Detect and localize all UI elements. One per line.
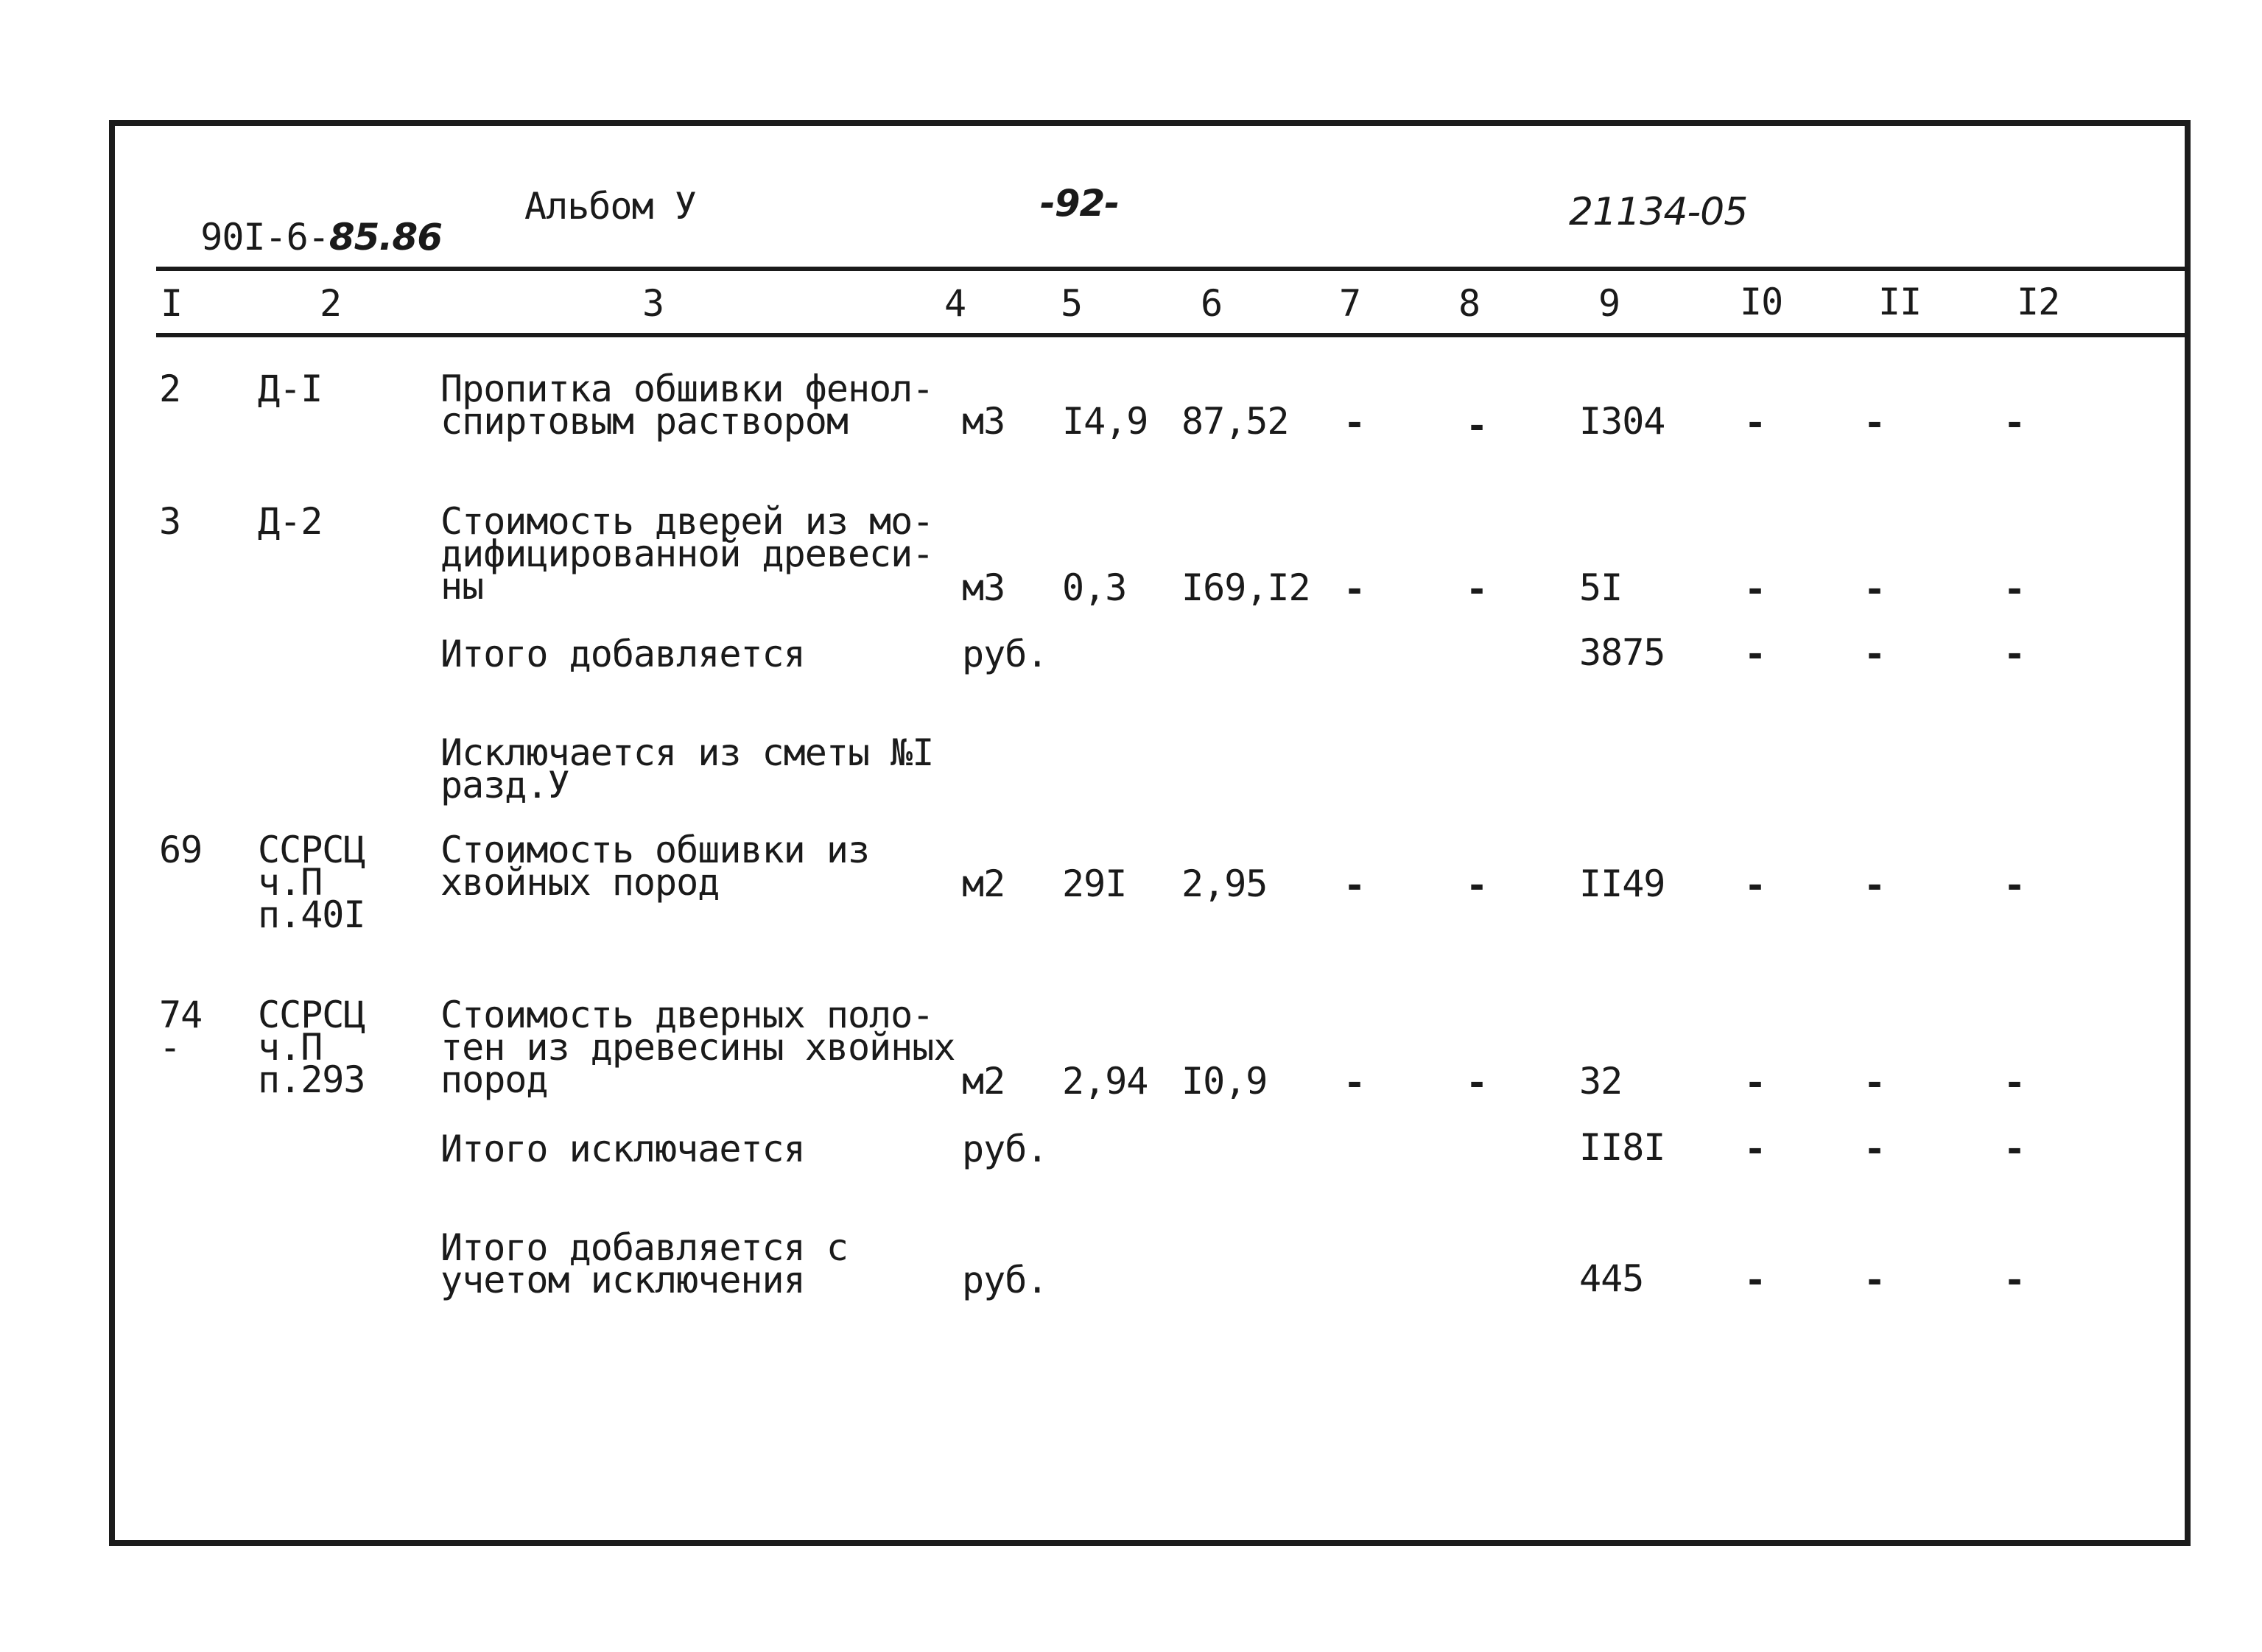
row-col9: 3875 (1579, 631, 1665, 674)
column-header: I (161, 282, 183, 325)
row-unit: руб. (962, 633, 1048, 675)
row-col12: - (2003, 633, 2026, 675)
row-col10: - (1744, 633, 1767, 675)
section-heading: Исключается из сметы №I разд.У (440, 731, 934, 806)
row-description: Стоимость дверных поло- тен из древесины хвойных пород (440, 994, 955, 1101)
row-description: Итого добавляется с учетом исключения (440, 1226, 848, 1301)
row-col12: - (2003, 864, 2026, 907)
column-header: 8 (1458, 282, 1481, 325)
column-header: 7 (1339, 282, 1361, 325)
document-code-handwritten: 85.86 (329, 216, 442, 259)
row-number: 74 - (159, 994, 203, 1069)
row-reference: Д-2 (258, 500, 323, 543)
row-description: Итого добавляется (440, 633, 805, 675)
row-col11: - (1864, 568, 1886, 611)
row-quantity: 0,3 (1062, 566, 1127, 609)
header-top-rule (156, 267, 2189, 271)
row-col9: II8I (1579, 1126, 1665, 1169)
row-col10: - (1744, 568, 1767, 611)
row-reference: ССРСЦ ч.П п.40I (258, 829, 365, 936)
column-header: 3 (642, 282, 664, 325)
row-col7: - (1343, 568, 1366, 611)
row-col11: - (1864, 401, 1886, 444)
row-col9: I304 (1579, 400, 1665, 443)
row-description: Пропитка обшивки фенол- спиртовым раствором (440, 368, 934, 443)
column-header: 9 (1598, 282, 1620, 325)
document-code-prefix: 90I-6- (200, 216, 329, 259)
column-header: I2 (2017, 281, 2060, 323)
row-col12: - (2003, 1061, 2026, 1104)
row-col10: - (1744, 1061, 1767, 1104)
row-col9: 445 (1579, 1257, 1644, 1300)
column-header: 5 (1061, 282, 1083, 325)
row-col12: - (2003, 1259, 2026, 1301)
row-unit: руб. (962, 1128, 1048, 1170)
row-col8: - (1466, 1061, 1489, 1104)
row-reference: ССРСЦ ч.П п.293 (258, 994, 365, 1101)
row-description: Итого исключается (440, 1128, 805, 1170)
row-col7: - (1343, 864, 1366, 907)
row-reference: Д-I (258, 368, 323, 410)
column-header: I0 (1740, 281, 1783, 323)
row-col11: - (1864, 1061, 1886, 1104)
column-header: 4 (944, 282, 966, 325)
row-price: 2,95 (1181, 862, 1268, 905)
row-col10: - (1744, 1128, 1767, 1170)
row-number: 69 (159, 829, 203, 871)
row-col12: - (2003, 401, 2026, 444)
row-col10: - (1744, 1259, 1767, 1301)
row-col12: - (2003, 1128, 2026, 1170)
row-col8: - (1466, 864, 1489, 907)
row-unit: м3 (962, 400, 1005, 443)
row-col8: - (1466, 568, 1489, 611)
row-col11: - (1864, 1128, 1886, 1170)
row-description: Стоимость дверей из мо- дифицированной древеси- ны (440, 500, 934, 608)
row-col9: II49 (1579, 862, 1665, 905)
row-col11: - (1864, 633, 1886, 675)
row-col11: - (1864, 864, 1886, 907)
album-label: Альбом У (524, 185, 696, 228)
row-number: 2 (159, 368, 181, 410)
row-quantity: I4,9 (1062, 400, 1148, 443)
row-unit: м2 (962, 862, 1005, 905)
row-unit: м2 (962, 1060, 1005, 1103)
document-code (158, 189, 442, 259)
page-number: -92- (1040, 182, 1120, 225)
row-quantity: 2,94 (1062, 1060, 1148, 1103)
row-col10: - (1744, 401, 1767, 444)
row-description: Стоимость обшивки из хвойных пород (440, 829, 870, 904)
row-quantity: 29I (1062, 862, 1127, 905)
row-col7: - (1343, 401, 1366, 444)
row-col11: - (1864, 1259, 1886, 1301)
row-col12: - (2003, 568, 2026, 611)
column-header: II (1878, 281, 1922, 323)
sheet-reference: 21134-05 (1569, 190, 1748, 234)
row-unit: м3 (962, 566, 1005, 609)
row-col7: - (1343, 1061, 1366, 1104)
row-price: 87,52 (1181, 400, 1289, 443)
header-bottom-rule (156, 333, 2189, 337)
row-col9: 32 (1579, 1060, 1623, 1103)
row-col8: - (1466, 404, 1489, 447)
row-col10: - (1744, 864, 1767, 907)
column-header: 6 (1201, 282, 1223, 325)
row-price: I69,I2 (1181, 566, 1310, 609)
row-price: I0,9 (1181, 1060, 1268, 1103)
row-number: 3 (159, 500, 181, 543)
row-unit: руб. (962, 1259, 1048, 1301)
row-col9: 5I (1579, 566, 1623, 609)
column-header: 2 (320, 282, 342, 325)
